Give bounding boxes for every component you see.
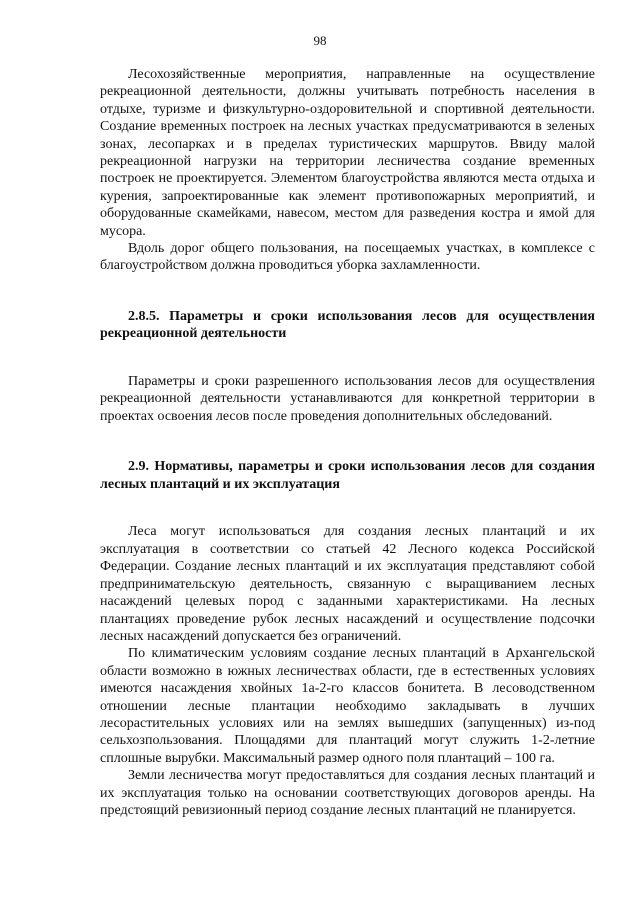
page-number: 98 xyxy=(313,33,327,48)
paragraph-recreation-measures: Лесохозяйственные мероприятия, направленные на осуществление рекреационной деятельности, должны учитывать потребность населения в отдыхе, туризме и физкультурно-оздоровительной и спортивной деятельности. Создание временных построек на лесных участках предусматриваются в зеленых зонах, лесопарках и в пределах туристических маршрутов. Ввиду малой рекреационной нагрузки на территории лесничества создание временных построек не проектируется. Элементом благоустройства являются места отдыха и курения, запроектированные как элемент противопожарных мероприятий, и оборудованные скамейками, навесом, местом для разведения костра и ямой для мусора. xyxy=(100,67,595,239)
paragraph-road-cleanup: Вдоль дорог общего пользования, на посещаемых участках, в комплексе с благоустройством должна проводиться уборка захламленности. xyxy=(100,241,595,274)
paragraph-plantations-law: Леса могут использоваться для создания лесных плантаций и их эксплуатация в соответствии со статьей 42 Лесного кодекса Российской Федерации. Создание лесных плантаций и их эксплуатация представляют собой предпринимательскую деятельность, связанную с выращиванием лесных насаждений целевых пород с заданными характеристиками. На лесных плантациях проведение рубок лесных насаждений и осуществление подсочки лесных насаждений допускается без ограничений. xyxy=(100,524,595,644)
section-heading-2-8-5: 2.8.5. Параметры и сроки использования лесов для осуществления рекреационной деятельности xyxy=(100,308,595,342)
paragraph-plantations-lease: Земли лесничества могут предоставляться для создания лесных плантаций и их эксплуатация только на основании соответствующих договоров аренды. На предстоящий ревизионный период создание лесных плантаций не планируется. xyxy=(100,768,595,818)
paragraph-recreation-parameters: Параметры и сроки разрешенного использования лесов для осуществления рекреационной деятельности устанавливаются для конкретной территории в проектах освоения лесов после проведения дополнительных обследований. xyxy=(100,374,595,424)
page-content xyxy=(100,66,595,819)
section-heading-2-9: 2.9. Нормативы, параметры и сроки использования лесов для создания лесных плантаций и их эксплуатация xyxy=(100,459,595,492)
paragraph-plantations-climate: По климатическим условиям создание лесных плантаций в Архангельской области возможно в южных лесничествах области, где в естественных условиях имеются насаждения хвойных 1а-2-го классов бонитета. В лесоводственном отношении лесные плантации необходимо закладывать в лучших лесорастительных условиях или на землях вышедших (запущенных) из-под сельхозпользования. Площадями для плантаций могут служить 1-2-летние сплошные вырубки. Максимальный размер одного поля плантаций – 100 га. xyxy=(100,646,595,766)
